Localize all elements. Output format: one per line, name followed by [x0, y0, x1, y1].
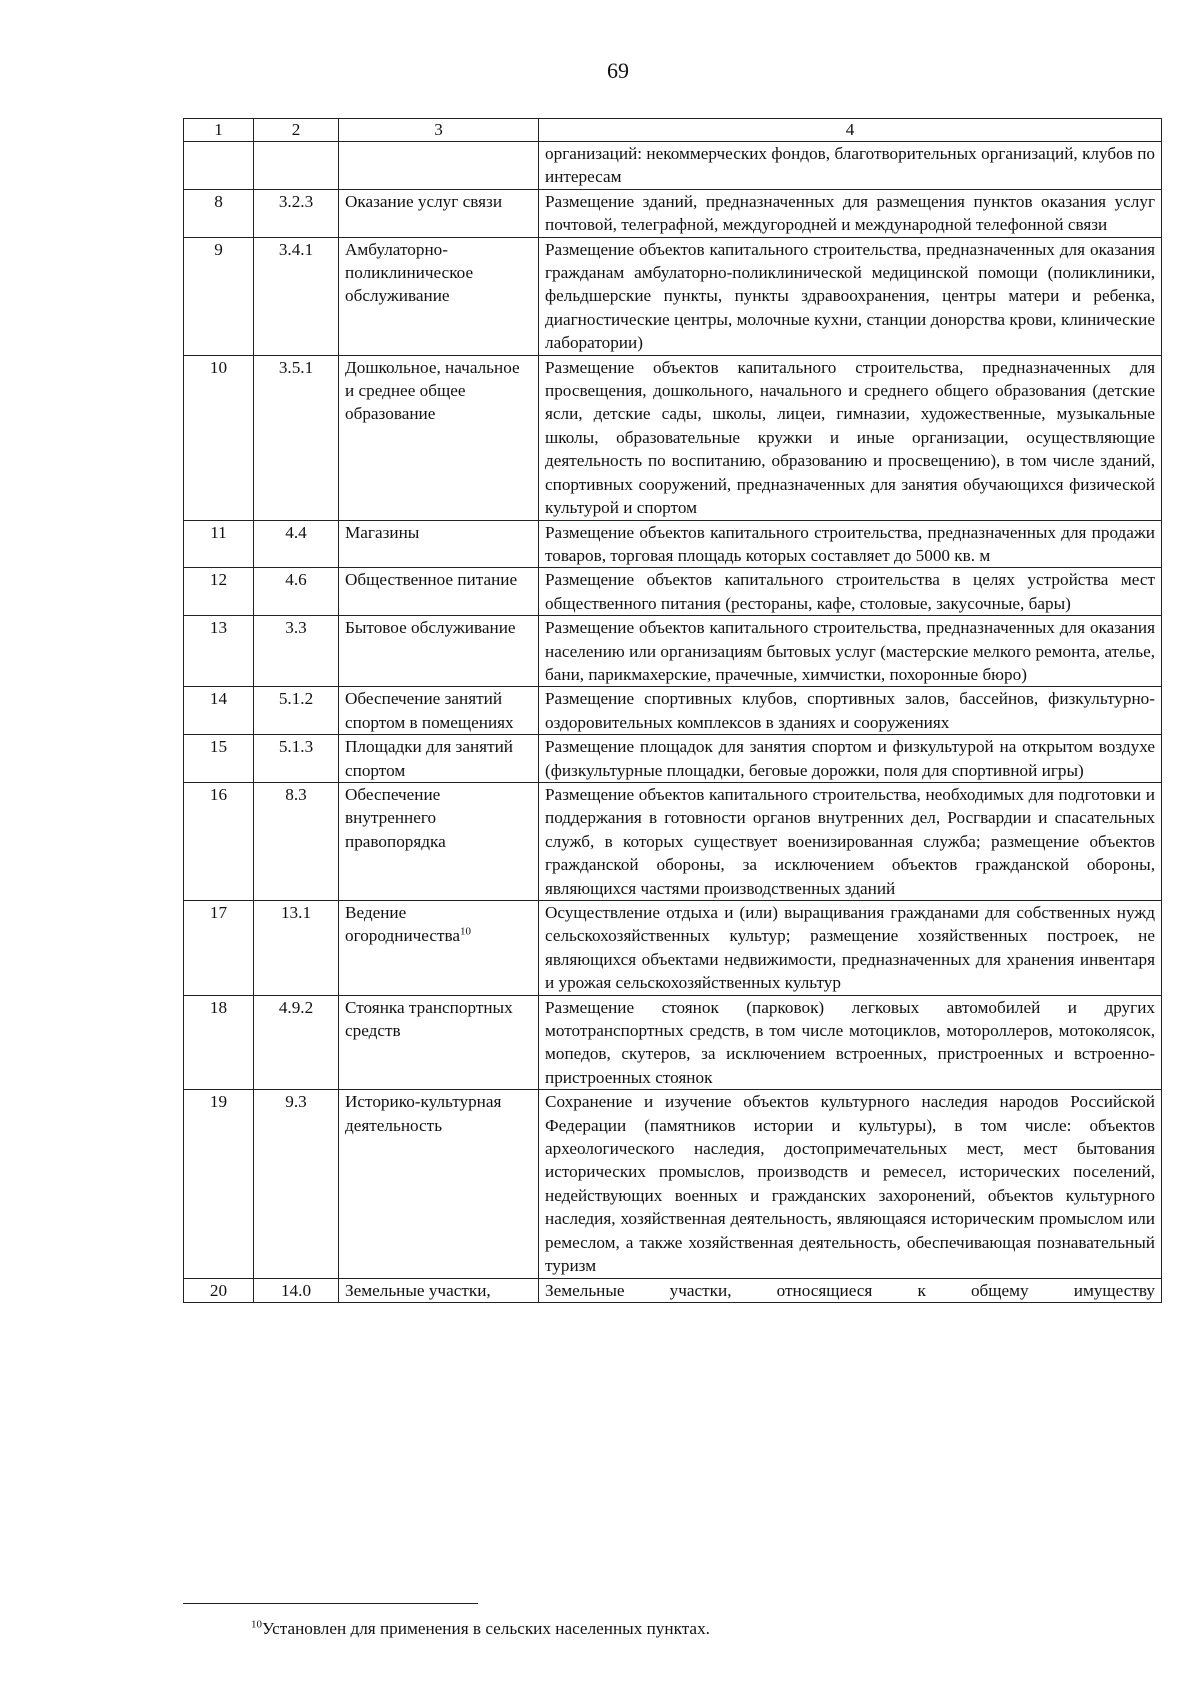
row-description	[539, 901, 1162, 996]
row-code-text: 9.3	[285, 1092, 307, 1112]
row-description	[539, 568, 1162, 616]
row-name	[339, 237, 539, 355]
row-description-text: Размещение зданий, предназначенных для размещения пунктов оказания услуг почтовой, телеграфной, междугородней и международной телефонной связи	[545, 191, 1155, 235]
row-code	[254, 901, 339, 996]
table-body	[184, 142, 1162, 1303]
row-name	[339, 1090, 539, 1278]
footnote-divider	[183, 1603, 478, 1604]
row-description-text: Размещение спортивных клубов, спортивных залов, бассейнов, физкультурно-оздоровительных комплексов в зданиях и сооружениях	[545, 689, 1155, 732]
footnote-marker: 10	[251, 1618, 262, 1631]
row-number-text: 11	[210, 522, 227, 542]
table-row	[184, 520, 1162, 568]
row-code	[254, 616, 339, 687]
row-number-text: 16	[209, 784, 228, 804]
row-number	[184, 1090, 254, 1278]
footnote-text: Установлен для применения в сельских населенных пунктах.	[262, 1619, 710, 1638]
row-name	[339, 568, 539, 616]
row-description-text: Размещение объектов капитального строительства, предназначенных для просвещения, дошкольного, начального и среднего общего образования (детские ясли, детские сады, школы, лицеи, гимназии, художественные, музыкальные школы, образовательные кружки и иные организации, осуществляющие деятельность по воспитанию, образованию и просвещению), в том числе зданий, спортивных сооружений, предназначенных для занятия обучающихся физической культурой и спортом	[545, 357, 1155, 518]
row-code-text: 4.9.2	[278, 997, 314, 1017]
table-row	[184, 901, 1162, 996]
row-code	[254, 1090, 339, 1278]
row-description	[539, 355, 1162, 520]
row-code-text: 3.5.1	[278, 357, 314, 377]
row-description	[539, 782, 1162, 900]
land-use-table	[183, 118, 1162, 1303]
row-name-text: Ведение огородничества	[345, 903, 460, 946]
row-number-text: 12	[209, 570, 228, 590]
row-description-text: Сохранение и изучение объектов культурного наследия народов Российской Федерации (памятников истории и культуры), в том числе: объектов археологического наследия, достопримечательных мест, мест бытования исторических промыслов, производств и ремесел, исторических поселений, недействующих военных и гражданских захоронений, объектов культурного наследия, хозяйственная деятельность, являющаяся историческим промыслом или ремеслом, а также хозяйственная деятельность, обеспечивающая познавательный туризм	[545, 1092, 1155, 1276]
row-code-text: 3.3	[285, 618, 307, 638]
row-name	[339, 142, 539, 190]
table-row	[184, 237, 1162, 355]
row-number	[184, 142, 254, 190]
row-description-text: Размещение объектов капитального строительства, предназначенных для оказания населению или организациям бытовых услуг (мастерские мелкого ремонта, ателье, бани, парикмахерские, прачечные, химчистки, похоронные бюро)	[545, 618, 1155, 684]
row-description-text: Размещение объектов капитального строительства, предназначенных для продажи товаров, торговая площадь которых составляет до 5000 кв. м	[545, 522, 1155, 565]
row-number-text: 14	[209, 689, 228, 709]
row-description	[539, 237, 1162, 355]
row-description-text: Размещение объектов капитального строительства, необходимых для подготовки и поддержания в готовности органов внутренних дел, Росгвардии и спасательных служб, в которых существует военизированная служба; размещение объектов гражданской обороны, за исключением объектов гражданской обороны, являющихся частями производственных зданий	[545, 784, 1155, 898]
row-number-text: 17	[209, 903, 228, 922]
row-number	[184, 687, 254, 735]
row-description-text: Земельные участки, относящиеся к общему имуществу	[545, 1280, 1155, 1300]
row-number	[184, 237, 254, 355]
table-row	[184, 616, 1162, 687]
row-code-text: 8.3	[285, 784, 307, 804]
row-number-text: 19	[209, 1092, 228, 1112]
row-name-text: Магазины	[345, 522, 420, 542]
row-code-text: 4.4	[285, 522, 307, 542]
table-row	[184, 142, 1162, 190]
row-code-text: 13.1	[280, 903, 312, 922]
row-code-text: 5.1.3	[278, 737, 314, 757]
row-description	[539, 189, 1162, 237]
row-code	[254, 355, 339, 520]
row-name-text: Дошкольное, начальное и среднее общее образование	[345, 357, 520, 424]
footnote	[251, 1618, 1151, 1640]
row-code	[254, 142, 339, 190]
row-number-text: 18	[209, 997, 228, 1017]
row-name-text: Земельные участки,	[345, 1280, 491, 1300]
row-code-text: 14.0	[280, 1280, 312, 1300]
row-name-text: Общественное питание	[345, 570, 518, 590]
row-number-text: 8	[214, 191, 223, 211]
table-row	[184, 568, 1162, 616]
row-code-text: 4.6	[285, 570, 307, 590]
row-name	[339, 355, 539, 520]
header-col-3: 3	[339, 119, 539, 142]
row-code-text: 3.4.1	[278, 239, 314, 259]
row-name-text: Бытовое обслуживание	[345, 618, 516, 638]
row-number-text: 13	[209, 618, 228, 638]
row-description-text: организаций: некоммерческих фондов, благотворительных организаций, клубов по интересам	[545, 144, 1155, 187]
table-row	[184, 995, 1162, 1090]
row-name-text: Историко-культурная деятельность	[345, 1092, 502, 1135]
row-name-text: Стоянка транспортных средств	[345, 997, 513, 1041]
row-number-text: 9	[214, 239, 223, 259]
row-code	[254, 189, 339, 237]
row-code	[254, 735, 339, 783]
header-col-1: 1	[184, 119, 254, 142]
row-number-text: 10	[209, 357, 228, 377]
row-name-text: Оказание услуг связи	[345, 191, 503, 211]
row-number	[184, 782, 254, 900]
table-row	[184, 355, 1162, 520]
row-code	[254, 782, 339, 900]
row-name	[339, 616, 539, 687]
row-name	[339, 901, 539, 996]
row-number	[184, 735, 254, 783]
footnote-reference: 10	[460, 925, 471, 938]
row-description-text: Размещение площадок для занятия спортом и физкультурой на открытом воздухе (физкультурные площадки, беговые дорожки, поля для спортивной игры)	[545, 737, 1155, 780]
row-name	[339, 687, 539, 735]
row-name	[339, 782, 539, 900]
row-code	[254, 237, 339, 355]
row-number	[184, 568, 254, 616]
row-description-text: Размещение объектов капитального строительства, предназначенных для оказания гражданам амбулаторно-поликлинической медицинской помощи (поликлиники, фельдшерские пункты, пункты здравоохранения, центры матери и ребенка, диагностические центры, молочные кухни, станции донорства крови, клинические лаборатории)	[545, 239, 1155, 353]
row-code	[254, 687, 339, 735]
row-number-text: 20	[209, 1280, 228, 1300]
row-name-text: Амбулаторно-поликлиническое обслуживание	[345, 239, 474, 306]
page-number: 69	[607, 58, 629, 83]
row-number	[184, 616, 254, 687]
row-description-text: Осуществление отдыха и (или) выращивания гражданами для собственных нужд сельскохозяйственных культур; размещение хозяйственных построек, не являющихся объектами недвижимости, предназначенных для хранения инвентаря и урожая сельскохозяйственных культур	[545, 903, 1155, 993]
row-number	[184, 901, 254, 996]
row-description	[539, 520, 1162, 568]
row-code-text: 3.2.3	[278, 191, 314, 211]
row-name	[339, 189, 539, 237]
row-name	[339, 520, 539, 568]
row-code	[254, 995, 339, 1090]
row-description-text: Размещение стоянок (парковок) легковых автомобилей и других мототранспортных средств, в том числе мотоциклов, мотороллеров, мотоколясок, мопедов, скутеров, за исключением встроенных, пристроенных и встроенно-пристроенных стоянок	[545, 997, 1155, 1087]
row-code-text: 5.1.2	[278, 689, 314, 709]
table-row	[184, 687, 1162, 735]
table-header-row	[184, 119, 1162, 142]
row-description	[539, 616, 1162, 687]
table-row	[184, 782, 1162, 900]
table-row	[184, 189, 1162, 237]
row-number	[184, 1278, 254, 1302]
row-description	[539, 1090, 1162, 1278]
table-row	[184, 1278, 1162, 1302]
row-description	[539, 1278, 1162, 1302]
row-number-text: 15	[209, 737, 228, 757]
row-description	[539, 142, 1162, 190]
row-description	[539, 995, 1162, 1090]
row-name	[339, 735, 539, 783]
row-code	[254, 1278, 339, 1302]
row-code	[254, 520, 339, 568]
row-description	[539, 687, 1162, 735]
header-col-4: 4	[539, 119, 1162, 142]
row-name	[339, 1278, 539, 1302]
table-row	[184, 1090, 1162, 1278]
row-name-text: Площадки для занятий спортом	[345, 737, 513, 780]
row-description	[539, 735, 1162, 783]
row-code	[254, 568, 339, 616]
row-number	[184, 355, 254, 520]
row-name-text: Обеспечение занятий спортом в помещениях	[345, 689, 514, 732]
row-number	[184, 189, 254, 237]
row-number	[184, 995, 254, 1090]
row-number	[184, 520, 254, 568]
header-col-2: 2	[254, 119, 339, 142]
row-name-text: Обеспечение внутреннего правопорядка	[345, 784, 446, 851]
table-row	[184, 735, 1162, 783]
row-description-text: Размещение объектов капитального строительства в целях устройства мест общественного питания (рестораны, кафе, столовые, закусочные, бары)	[545, 570, 1155, 613]
row-name	[339, 995, 539, 1090]
